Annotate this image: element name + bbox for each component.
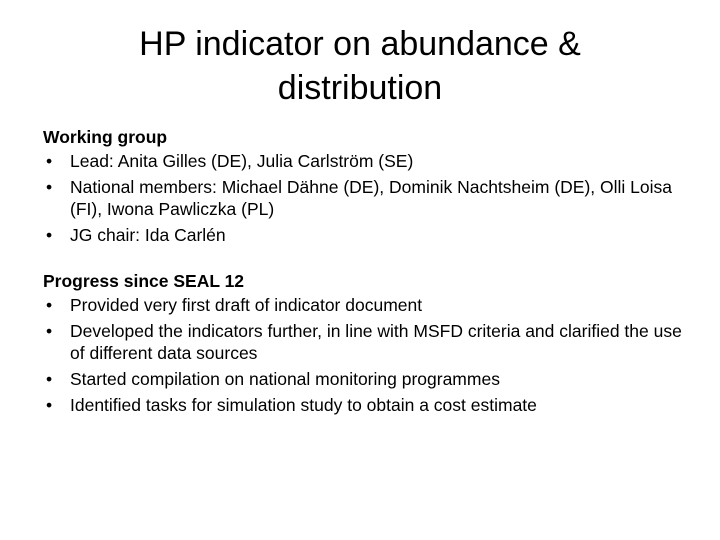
bullet-icon: • <box>46 225 53 245</box>
list-item-text: Identified tasks for simulation study to obtain a cost estimate <box>70 395 537 415</box>
list-item <box>43 294 693 316</box>
slide-title: HP indicator on abundance & distribution <box>139 25 581 107</box>
section-heading: Progress since SEAL 12 <box>43 271 245 291</box>
bullet-icon: • <box>46 295 53 315</box>
slide-content <box>43 126 693 420</box>
list-item-text: Started compilation on national monitoring programmes <box>70 369 500 389</box>
list-item <box>43 368 693 390</box>
section-heading: Working group <box>43 127 168 147</box>
bullet-icon: • <box>46 369 53 389</box>
list-item-text: National members: Michael Dähne (DE), Dominik Nachtsheim (DE), Olli Loisa (FI), Iwona Pawliczka (PL) <box>70 177 672 219</box>
list-item <box>43 224 693 246</box>
list-item-text: Lead: Anita Gilles (DE), Julia Carlström (SE) <box>70 151 414 171</box>
list-item <box>43 320 693 364</box>
list-item-text: Developed the indicators further, in line with MSFD criteria and clarified the use of different data sources <box>70 321 682 363</box>
section-working-group <box>43 126 693 246</box>
list-item-text: JG chair: Ida Carlén <box>70 225 226 245</box>
bullet-icon: • <box>46 395 53 415</box>
bullet-icon: • <box>46 151 53 171</box>
list-item <box>43 176 693 220</box>
bullet-list <box>43 150 693 246</box>
list-item <box>43 394 693 416</box>
bullet-icon: • <box>46 321 53 341</box>
bullet-icon: • <box>46 177 53 197</box>
section-progress <box>43 270 693 416</box>
bullet-list <box>43 294 693 416</box>
list-item <box>43 150 693 172</box>
list-item-text: Provided very first draft of indicator document <box>70 295 423 315</box>
